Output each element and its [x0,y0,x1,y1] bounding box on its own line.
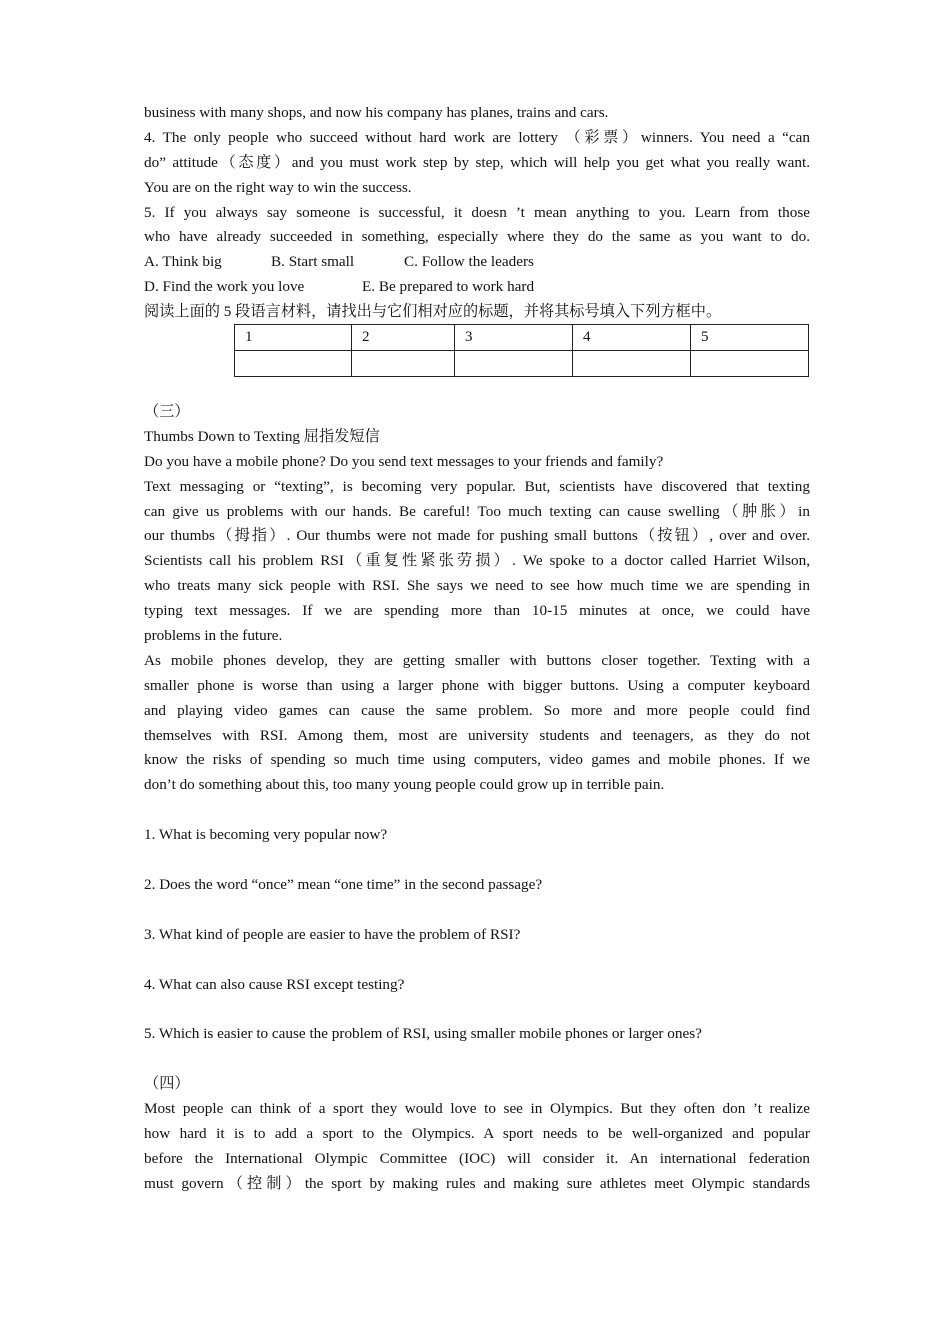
passage-line: Most people can think of a sport they would love to see in Olympics. But they often don ’t realize [144,1099,810,1117]
heading-options-row-1 [144,250,810,275]
passage-line: 4. The only people who succeed without hard work are lottery （彩票）winners. You need a “can [144,128,810,146]
passage-line: Scientists call his problem RSI（重复性紧张劳损）. We spoke to a doctor called Harriet Wilson, [144,552,810,570]
passage-line: know the risks of spending so much time using computers, video games and mobile phones. If we [144,751,810,769]
heading-options-row-2 [144,275,810,300]
passage-line: smaller phone is worse than using a larger phone with bigger buttons. Using a computer keyboard [144,676,810,694]
answer-header-3: 3 [455,325,573,351]
passage-line: must govern（控制）the sport by making rules and making sure athletes meet Olympic standards [144,1174,810,1192]
question-5: 5. Which is easier to cause the problem of RSI, using smaller mobile phones or larger ones? [144,1025,702,1043]
section-label: （三） [144,403,190,421]
answer-header-4: 4 [573,325,691,351]
passage-line: before the International Olympic Committee (IOC) will consider it. An international federation [144,1149,810,1167]
instruction: 阅读上面的 5 段语言材料，请找出与它们相对应的标题，并将其标号填入下列方框中。 [144,303,722,321]
option-a: A. Think big [144,253,222,271]
answer-cell-4[interactable] [573,351,691,377]
option-c: C. Follow the leaders [404,253,534,271]
passage-line: business with many shops, and now his company has planes, trains and cars. [144,104,609,121]
passage-line: 5. If you always say someone is successful, it doesn ’t mean anything to you. Learn from those [144,203,810,221]
document-page [144,101,810,1197]
answer-cell-5[interactable] [691,351,809,377]
answer-table-blank-row [235,351,809,377]
passage-line: Text messaging or “texting”, is becoming very popular. But, scientists have discovered that texting [144,477,810,495]
question-2: 2. Does the word “once” mean “one time” in the second passage? [144,875,543,893]
passage-line: our thumbs（拇指）. Our thumbs were not made for pushing small buttons（按钮）, over and over. [144,527,810,545]
passage-line: can give us problems with our hands. Be careful! Too much texting can cause swelling（肿胀）in [144,502,810,520]
answer-header-5: 5 [691,325,809,351]
passage-line: Do you have a mobile phone? Do you send text messages to your friends and family? [144,452,664,470]
answer-table [234,324,809,377]
passage-title: Thumbs Down to Texting 屈指发短信 [144,427,380,445]
answer-header-2: 2 [352,325,455,351]
passage-line: themselves with RSI. Among them, most are university students and teenagers, as they do not [144,726,810,744]
answer-cell-3[interactable] [455,351,573,377]
answer-cell-1[interactable] [235,351,352,377]
question-4: 4. What can also cause RSI except testing? [144,975,405,993]
passage-line: don’t do something about this, too many young people could grow up in terrible pain. [144,776,665,794]
option-b: B. Start small [271,253,355,271]
passage-line: who treats many sick people with RSI. She says we need to see how much time we are spending in [144,577,810,595]
question-3: 3. What kind of people are easier to have the problem of RSI? [144,925,521,943]
passage-line: problems in the future. [144,627,283,645]
answer-header-1: 1 [235,325,352,351]
answer-table-header-row [235,325,809,351]
passage-line: and playing video games can cause the same problem. So more and more people could find [144,701,810,719]
passage-line: how hard it is to add a sport to the Olympics. A sport needs to be well-organized and popular [144,1124,810,1142]
passage-line: As mobile phones develop, they are getting smaller with buttons closer together. Texting with a [144,651,810,669]
passage-line: typing text messages. If we are spending more than 10-15 minutes at once, we could have [144,602,810,620]
passage-line: do” attitude（态度）and you must work step by step, which will help you get what you really want. [144,153,810,171]
section-label: （四） [144,1075,190,1093]
option-d: D. Find the work you love [144,278,305,296]
passage-line: You are on the right way to win the success. [144,178,412,196]
answer-cell-2[interactable] [352,351,455,377]
option-e: E. Be prepared to work hard [362,278,535,296]
question-1: 1. What is becoming very popular now? [144,826,388,844]
passage-line: who have already succeeded in something, especially where they do the same as you want to do. [144,228,810,246]
